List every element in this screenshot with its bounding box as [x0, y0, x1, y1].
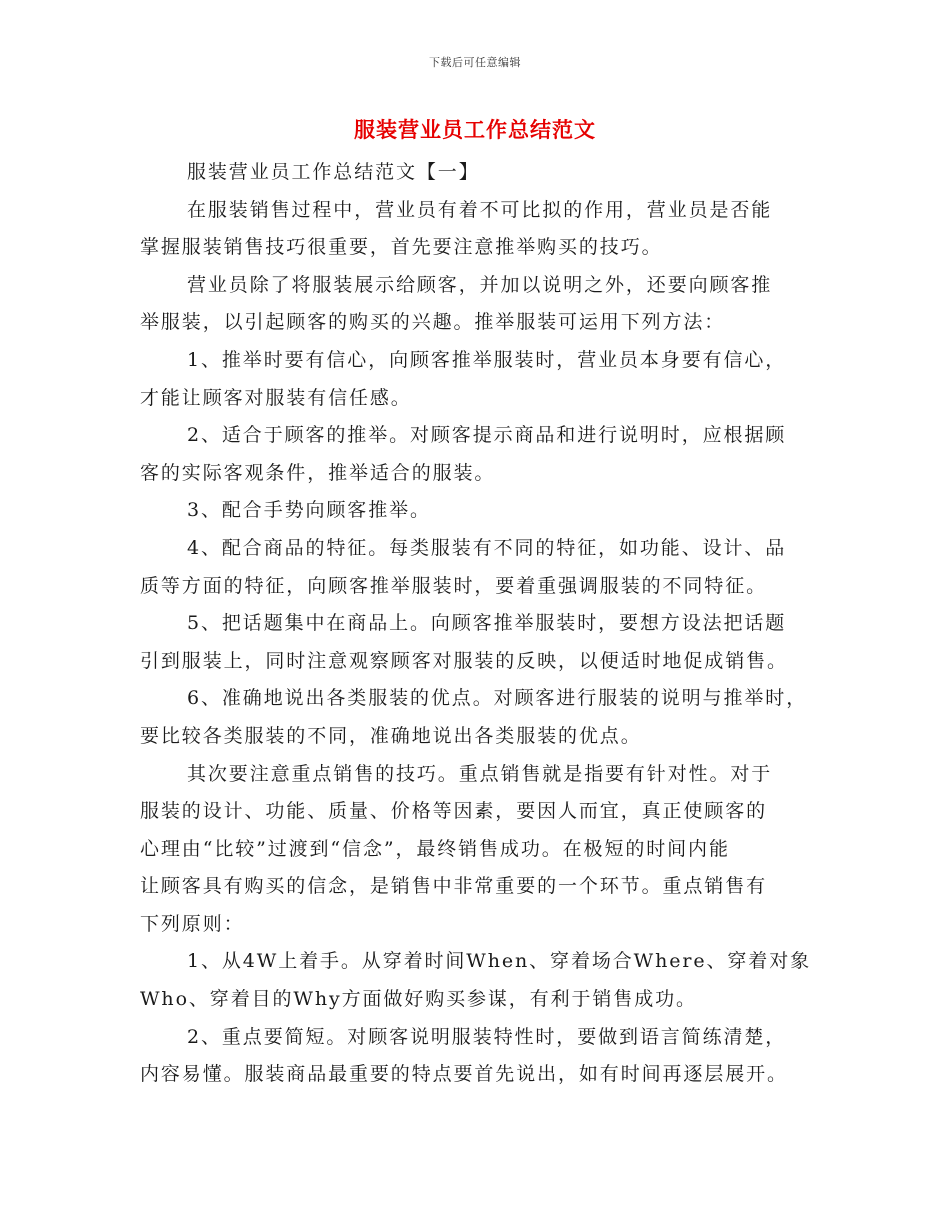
- list-item-line: 2、重点要简短。对顾客说明服装特性时，要做到语言简练清楚，: [187, 1025, 787, 1048]
- list-item-line: 5、把话题集中在商品上。向顾客推举服装时，要想方设法把话题: [187, 612, 787, 635]
- list-item-line: 要比较各类服装的不同，准确地说出各类服装的优点。: [140, 724, 642, 747]
- list-item-line: 内容易懂。服装商品最重要的特点要首先说出，如有时间再逐层展开。: [140, 1063, 788, 1086]
- list-item-line: 2、适合于顾客的推举。对顾客提示商品和进行说明时，应根据顾: [187, 424, 787, 447]
- list-item-line: 引到服装上，同时注意观察顾客对服装的反映，以便适时地促成销售。: [140, 649, 788, 672]
- paragraph-line: 服装的设计、功能、质量、价格等因素，要因人而宜，真正使顾客的: [140, 800, 768, 823]
- document-title: 服装营业员工作总结范文: [354, 117, 596, 142]
- list-item-line: 客的实际客观条件，推举适合的服装。: [140, 461, 496, 484]
- paragraph-line: 举服装，以引起顾客的购买的兴趣。推举服装可运用下列方法：: [140, 311, 726, 334]
- list-item-line: 4、配合商品的特征。每类服装有不同的特征，如功能、设计、品: [187, 536, 787, 559]
- document-body: [140, 154, 820, 1094]
- list-item-line: 6、准确地说出各类服装的优点。对顾客进行服装的说明与推举时，: [187, 687, 808, 710]
- paragraph-line: 让顾客具有购买的信念，是销售中非常重要的一个环节。重点销售有: [140, 875, 768, 898]
- paragraph-line: 其次要注意重点销售的技巧。重点销售就是指要有针对性。对于: [187, 762, 773, 785]
- list-item-line: 1、推举时要有信心，向顾客推举服装时，营业员本身要有信心，: [187, 348, 787, 371]
- paragraph-line: 在服装销售过程中，营业员有着不可比拟的作用，营业员是否能: [187, 198, 773, 221]
- list-item-line: 1、从4W上着手。从穿着时间When、穿着场合Where、穿着对象: [187, 950, 811, 973]
- paragraph-line: 下列原则：: [140, 912, 245, 935]
- list-item-line: 3、配合手势向顾客推举。: [187, 499, 431, 522]
- paragraph-line: 掌握服装销售技巧很重要，首先要注意推举购买的技巧。: [140, 236, 663, 259]
- paragraph-line: 心理由“比较”过渡到“信念”，最终销售成功。在极短的时间内能: [140, 837, 730, 860]
- list-item-line: Who、穿着目的Why方面做好购买参谋，有利于销售成功。: [140, 988, 697, 1011]
- list-item-line: 才能让顾客对服装有信任感。: [140, 386, 412, 409]
- section-heading: 服装营业员工作总结范文【一】: [187, 161, 480, 183]
- list-item-line: 质等方面的特征，向顾客推举服装时，要着重强调服装的不同特征。: [140, 574, 768, 597]
- header-note: 下载后可任意编辑: [429, 56, 521, 69]
- paragraph-line: 营业员除了将服装展示给顾客，并加以说明之外，还要向顾客推: [187, 273, 773, 296]
